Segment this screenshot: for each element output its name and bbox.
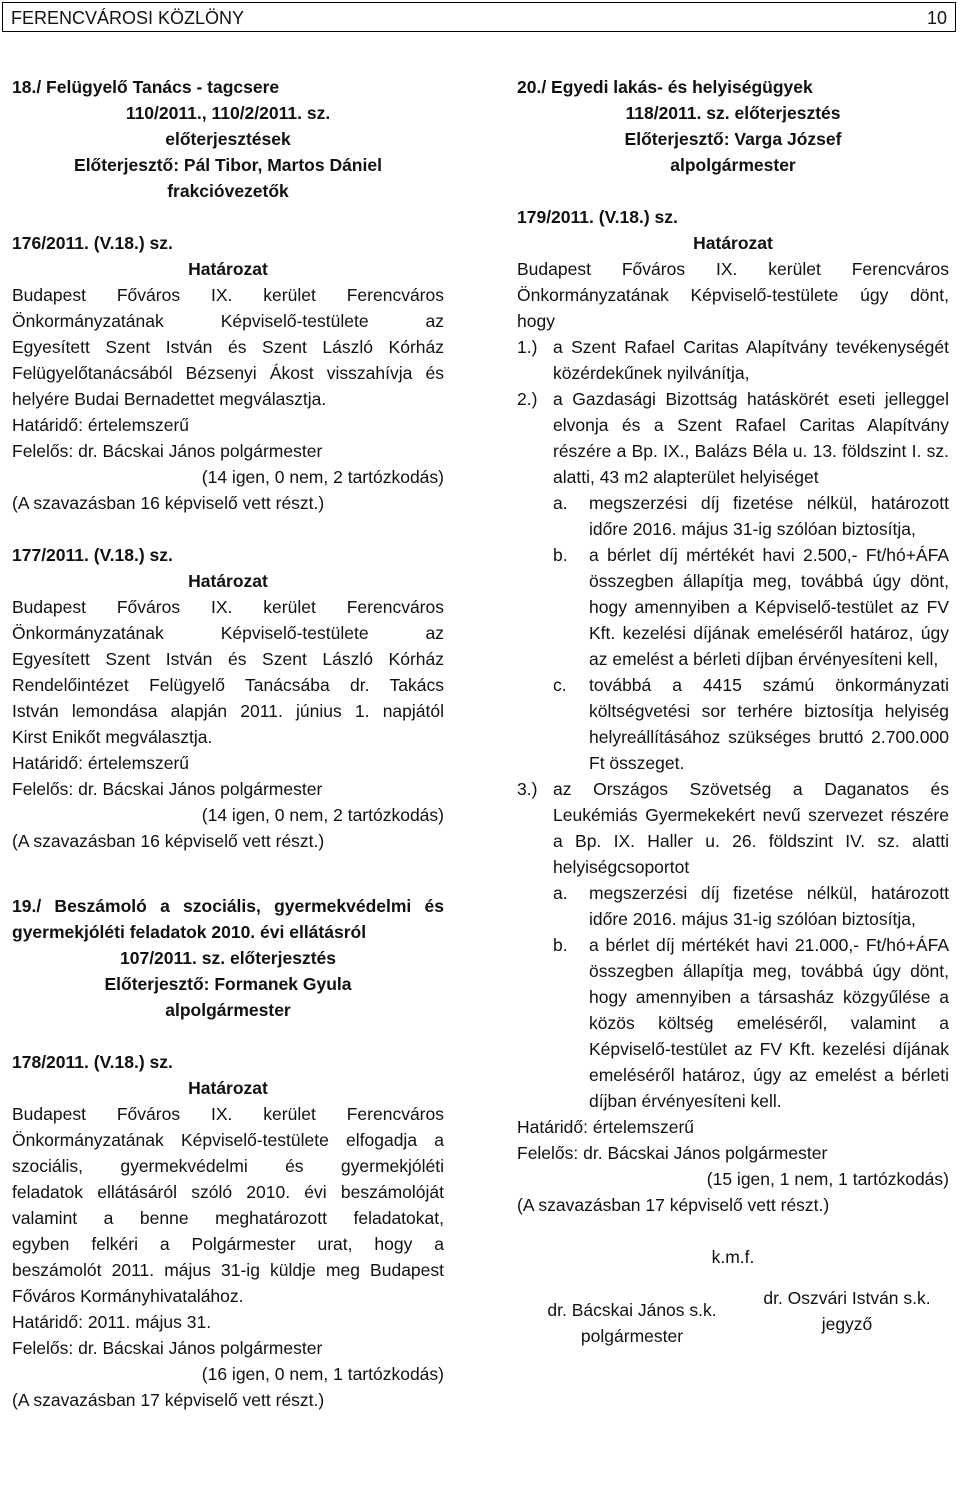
list-subitem-text: továbbá a 4415 számú önkormányzati költségvetési sor terhére biztosítja helyiség helyreállításához szükséges bruttó 2.700.000 Ft összeget. xyxy=(589,675,949,773)
resolution-176-participation: (A szavazásban 16 képviselő vett részt.) xyxy=(12,493,325,513)
resolution-178-line: Önkormányzatának Képviselő-testülete elfogadja a xyxy=(12,1130,444,1150)
signature-mayor xyxy=(527,1297,737,1349)
signature-block xyxy=(517,1283,949,1346)
resolution-179-line: Önkormányzatának Képviselő-testülete úgy dönt, xyxy=(517,285,949,305)
resolution-179-line: hogy xyxy=(517,311,555,331)
signature-notary-name: dr. Oszvári István s.k. xyxy=(763,1288,931,1308)
list-subitem-text: a bérlet díj mértékét havi 21.000,- Ft/hó+ÁFA összegben állapítja meg, továbbá úgy dönt, hogy amennyiben a társasház közgyűlése a közös költség emeléséről, valamint a Képviselő-testület az FV Kft. kezelési díjának emeléséről határoz, úgy az emelést a bérleti díjban érvényesíteni kell. xyxy=(589,935,949,1111)
list-subitem-letter: c. xyxy=(553,675,567,695)
list-item-text: az Országos Szövetség a Daganatos és Leukémiás Gyermekekért nevű szervezet részére a Bp. IX. Haller u. 26. földszint IV. sz. alatti helyiségcsoportot xyxy=(553,779,949,877)
resolution-178-number: 178/2011. (V.18.) sz. xyxy=(12,1052,173,1072)
resolution-178-line: valamint a benne meghatározott feladatokat, xyxy=(12,1208,444,1228)
resolution-176-responsible: Felelős: dr. Bácskai János polgármester xyxy=(12,441,323,461)
section-20-presenter: Előterjesztő: Varga József xyxy=(624,129,842,149)
section-19-numbers: 107/2011. sz. előterjesztés xyxy=(120,948,336,968)
section-19-presenter: Előterjesztő: Formanek Gyula xyxy=(104,974,352,994)
list-subitem xyxy=(553,880,949,932)
list-subitem-text: a bérlet díj mértékét havi 2.500,- Ft/hó+ÁFA összegben állapítja meg, továbbá úgy dönt, hogy amennyiben a Képviselő-testület az FV Kft. kezelési díjának emeléséről határoz, úgy az emelést a bérleti díjban érvényesíteni kell, xyxy=(589,545,949,669)
resolution-179-responsible: Felelős: dr. Bácskai János polgármester xyxy=(517,1143,828,1163)
right-column xyxy=(517,74,949,1346)
list-subitem-letter: a. xyxy=(553,883,568,903)
resolution-177-number: 177/2011. (V.18.) sz. xyxy=(12,545,173,565)
resolution-179-vote: (15 igen, 1 nem, 1 tartózkodás) xyxy=(706,1169,949,1189)
resolution-178-line: beszámolót 2011. május 31-ig küldje meg Budapest xyxy=(12,1260,444,1280)
resolution-178-line: egyben felkéri a Polgármester urat, hogy a xyxy=(12,1234,444,1254)
resolution-177-participation: (A szavazásban 16 képviselő vett részt.) xyxy=(12,831,325,851)
resolution-178-line: Budapest Főváros IX. kerület Ferencváros xyxy=(12,1104,444,1124)
list-item-number: 2.) xyxy=(517,389,538,409)
resolution-178-line: Főváros Kormányhivatalához. xyxy=(12,1286,244,1306)
list-subitem xyxy=(553,932,949,1114)
resolution-178-heading: Határozat xyxy=(188,1078,268,1098)
list-subitem-text: megszerzési díj fizetése nélkül, határozott időre 2016. május 31-ig szólóan biztosítja, xyxy=(589,493,949,539)
list-item xyxy=(517,386,949,490)
list-item-number: 1.) xyxy=(517,337,538,357)
resolution-176-line: Budapest Főváros IX. kerület Ferencváros xyxy=(12,285,444,305)
resolution-179-line: Budapest Főváros IX. kerület Ferencváros xyxy=(517,259,949,279)
resolution-178-participation: (A szavazásban 17 képviselő vett részt.) xyxy=(12,1390,325,1410)
resolution-176-line: Felügyelőtanácsából Bézsenyi Ákost visszahívja és xyxy=(12,363,444,383)
section-18-title: 18./ Felügyelő Tanács - tagcsere xyxy=(12,77,280,97)
resolution-177-line: Egyesített Szent István és Szent László Kórház xyxy=(12,649,444,669)
left-column xyxy=(12,74,444,1413)
resolution-178-line: feladatok ellátásáról szóló 2010. évi beszámolóját xyxy=(12,1182,444,1202)
signature-mayor-role: polgármester xyxy=(580,1326,684,1346)
resolution-176-vote: (14 igen, 0 nem, 2 tartózkodás) xyxy=(201,467,444,487)
resolution-179-heading: Határozat xyxy=(693,233,773,253)
section-20-numbers: 118/2011. sz. előterjesztés xyxy=(625,103,841,123)
list-subitem xyxy=(553,490,949,542)
resolution-178-responsible: Felelős: dr. Bácskai János polgármester xyxy=(12,1338,323,1358)
resolution-176-line: Egyesített Szent István és Szent László Kórház xyxy=(12,337,444,357)
page-header xyxy=(2,2,956,32)
list-subitem-letter: b. xyxy=(553,935,568,955)
section-18-numbers: 110/2011., 110/2/2011. sz. xyxy=(125,103,331,123)
list-subitem-text: megszerzési díj fizetése nélkül, határozott időre 2016. május 31-ig szólóan biztosítja, xyxy=(589,883,949,929)
resolution-177-line: Rendelőintézet Felügyelő Tanácsába dr. Takács xyxy=(12,675,444,695)
resolution-177-deadline: Határidő: értelemszerű xyxy=(12,753,190,773)
resolution-176-heading: Határozat xyxy=(188,259,268,279)
section-20-title: 20./ Egyedi lakás- és helyiségügyek xyxy=(517,77,813,97)
resolution-178-line: szociális, gyermekvédelmi és gyermekjóléti xyxy=(12,1156,444,1176)
resolution-179-participation: (A szavazásban 17 képviselő vett részt.) xyxy=(517,1195,830,1215)
publication-title: FERENCVÁROSI KÖZLÖNY xyxy=(11,8,245,28)
kmf-note: k.m.f. xyxy=(711,1247,755,1267)
list-item xyxy=(517,334,949,386)
section-19-title: 19./ Beszámoló a szociális, gyermekvédelmi és xyxy=(12,896,444,916)
resolution-179-deadline: Határidő: értelemszerű xyxy=(517,1117,695,1137)
resolution-177-responsible: Felelős: dr. Bácskai János polgármester xyxy=(12,779,323,799)
list-item-number: 3.) xyxy=(517,779,538,799)
resolution-176-number: 176/2011. (V.18.) sz. xyxy=(12,233,173,253)
resolution-177-line: Budapest Főváros IX. kerület Ferencváros xyxy=(12,597,444,617)
resolution-176-deadline: Határidő: értelemszerű xyxy=(12,415,190,435)
signature-notary-role: jegyző xyxy=(821,1314,873,1334)
resolution-178-deadline: Határidő: 2011. május 31. xyxy=(12,1312,212,1332)
signature-mayor-name: dr. Bácskai János s.k. xyxy=(547,1300,717,1320)
resolution-179-number: 179/2011. (V.18.) sz. xyxy=(517,207,678,227)
resolution-177-line: Önkormányzatának Képviselő-testülete az xyxy=(12,623,444,643)
signature-notary xyxy=(747,1285,947,1337)
resolution-176-line: Önkormányzatának Képviselő-testülete az xyxy=(12,311,444,331)
list-subitem-letter: a. xyxy=(553,493,568,513)
list-item xyxy=(517,776,949,880)
resolution-177-vote: (14 igen, 0 nem, 2 tartózkodás) xyxy=(201,805,444,825)
list-subitem xyxy=(553,672,949,776)
resolution-177-line: Kirst Enikőt megválasztja. xyxy=(12,727,213,747)
resolution-176-line: helyére Budai Bernadettet megválasztja. xyxy=(12,389,327,409)
resolution-177-line: István lemondása alapján 2011. június 1. napjától xyxy=(12,701,444,721)
section-18-presenter: Előterjesztő: Pál Tibor, Martos Dániel xyxy=(74,155,382,175)
page-number: 10 xyxy=(926,8,947,28)
section-19-title-cont: gyermekjóléti feladatok 2010. évi ellátásról xyxy=(12,922,367,942)
list-item-text: a Szent Rafael Caritas Alapítvány tevékenységét közérdekűnek nyilvánítja, xyxy=(553,337,949,383)
list-subitem-letter: b. xyxy=(553,545,568,565)
section-20-role: alpolgármester xyxy=(670,155,796,175)
list-subitem xyxy=(553,542,949,672)
section-18-kind: előterjesztések xyxy=(165,129,291,149)
resolution-177-heading: Határozat xyxy=(188,571,268,591)
resolution-178-vote: (16 igen, 0 nem, 1 tartózkodás) xyxy=(201,1364,444,1384)
section-18-role: frakcióvezetők xyxy=(167,181,289,201)
section-19-role: alpolgármester xyxy=(165,1000,291,1020)
list-item-text: a Gazdasági Bizottság hatáskörét eseti jelleggel elvonja és a Szent Rafael Caritas Alapítvány részére a Bp. IX., Balázs Béla u. 13. földszint I. sz. alatti, 43 m2 alapterület helyiséget xyxy=(553,389,949,487)
